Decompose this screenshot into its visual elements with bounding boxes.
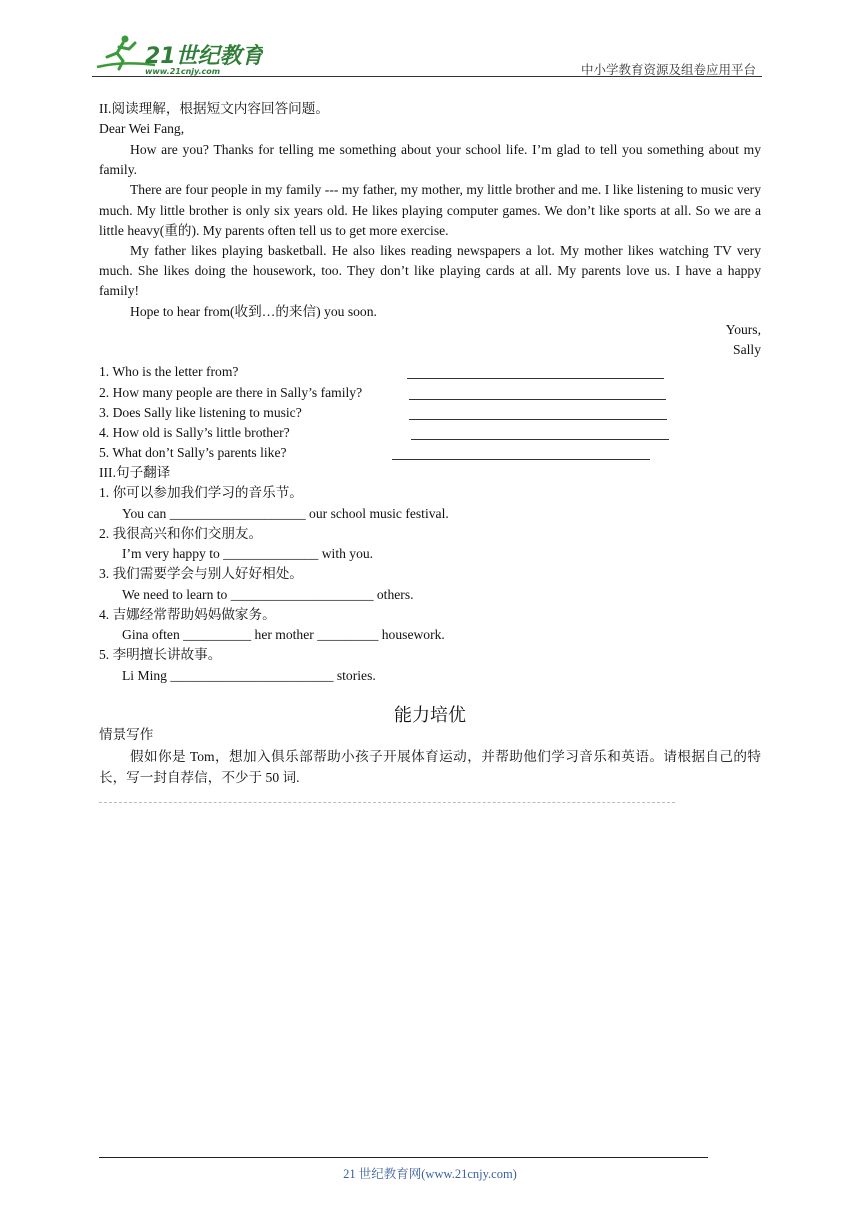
translation-heading: III.句子翻译 — [99, 465, 171, 480]
header-divider — [92, 76, 762, 77]
question-3: 3. Does Sally like listening to music? — [99, 405, 302, 420]
translation-cn-2: 2. 我很高兴和你们交朋友。 — [99, 526, 263, 541]
answer-line-5[interactable] — [392, 459, 650, 460]
footer-divider — [99, 1157, 708, 1158]
translation-en-2: I’m very happy to ______________ with you. — [122, 546, 374, 561]
writing-subheading: 情景写作 — [99, 727, 154, 742]
header-platform-text: 中小学教育资源及组卷应用平台 — [580, 63, 756, 77]
answer-line-1[interactable] — [407, 378, 664, 379]
reading-heading: II.阅读理解，根据短文内容回答问题。 — [99, 101, 329, 116]
translation-en-1: You can ____________________ our school music festival. — [122, 506, 449, 521]
fill-blank[interactable]: _________ — [317, 627, 379, 642]
letter-paragraph: My father likes playing basketball. He also likes reading newspapers a lot. My mother likes watching TV very much. She likes doing the housework, too. They don’t like playing cards at all. My parents love us. I have a happy family! — [99, 243, 761, 299]
translation-cn-1: 1. 你可以参加我们学习的音乐节。 — [99, 485, 303, 500]
letter-closing: Yours, — [725, 322, 761, 337]
translation-cn-4: 4. 吉娜经常帮助妈妈做家务。 — [99, 607, 276, 622]
letter-paragraph: There are four people in my family --- my father, my mother, my little brother and me. I like listening to music very much. My little brother is only six years old. He likes playing computer games. We don’t like sports at all. So we are a little heavy(重的). My parents often tell us to get more exercise. — [99, 182, 761, 238]
logo-url: www.21cnjy.com — [145, 67, 221, 76]
question-2: 2. How many people are there in Sally’s family? — [99, 385, 363, 400]
letter-signature: Sally — [733, 342, 761, 357]
fill-blank[interactable]: _____________________ — [230, 587, 374, 602]
site-logo — [93, 33, 263, 78]
letter-paragraph: Hope to hear from(收到…的来信) you soon. — [130, 303, 377, 319]
answer-line-2[interactable] — [409, 399, 666, 400]
letter-greeting: Dear Wei Fang, — [99, 121, 185, 136]
answer-line-3[interactable] — [409, 419, 667, 420]
runner-logo-icon — [93, 33, 263, 78]
logo-text: 21世纪教育 — [145, 44, 263, 69]
writing-prompt: 假如你是 Tom，想加入俱乐部帮助小孩子开展体育运动，并帮助他们学习音乐和英语。请根据自己的特长，写一封自荐信，不少于 50 词. — [99, 749, 761, 785]
section-title: 能力培优 — [394, 705, 466, 726]
fill-blank[interactable]: ______________ — [223, 546, 319, 561]
question-4: 4. How old is Sally’s little brother? — [99, 425, 290, 440]
translation-en-4: Gina often __________ her mother _________ housework. — [122, 627, 445, 642]
writing-answer-line[interactable] — [99, 802, 675, 803]
fill-blank[interactable]: ________________________ — [170, 668, 334, 683]
translation-cn-3: 3. 我们需要学会与别人好好相处。 — [99, 566, 303, 581]
letter-paragraph: How are you? Thanks for telling me something about your school life. I’m glad to tell you something about my family. — [99, 142, 761, 178]
translation-cn-5: 5. 李明擅长讲故事。 — [99, 647, 222, 662]
question-1: 1. Who is the letter from? — [99, 364, 239, 379]
letter-body — [99, 140, 761, 322]
translation-en-5: Li Ming ________________________ stories. — [122, 668, 376, 683]
footer-text: 21 世纪教育网(www.21cnjy.com) — [343, 1167, 517, 1181]
answer-line-4[interactable] — [411, 439, 669, 440]
question-5: 5. What don’t Sally’s parents like? — [99, 445, 287, 460]
translation-en-3: We need to learn to _____________________ others. — [122, 587, 414, 602]
fill-blank[interactable]: __________ — [183, 627, 252, 642]
fill-blank[interactable]: ____________________ — [169, 506, 306, 521]
